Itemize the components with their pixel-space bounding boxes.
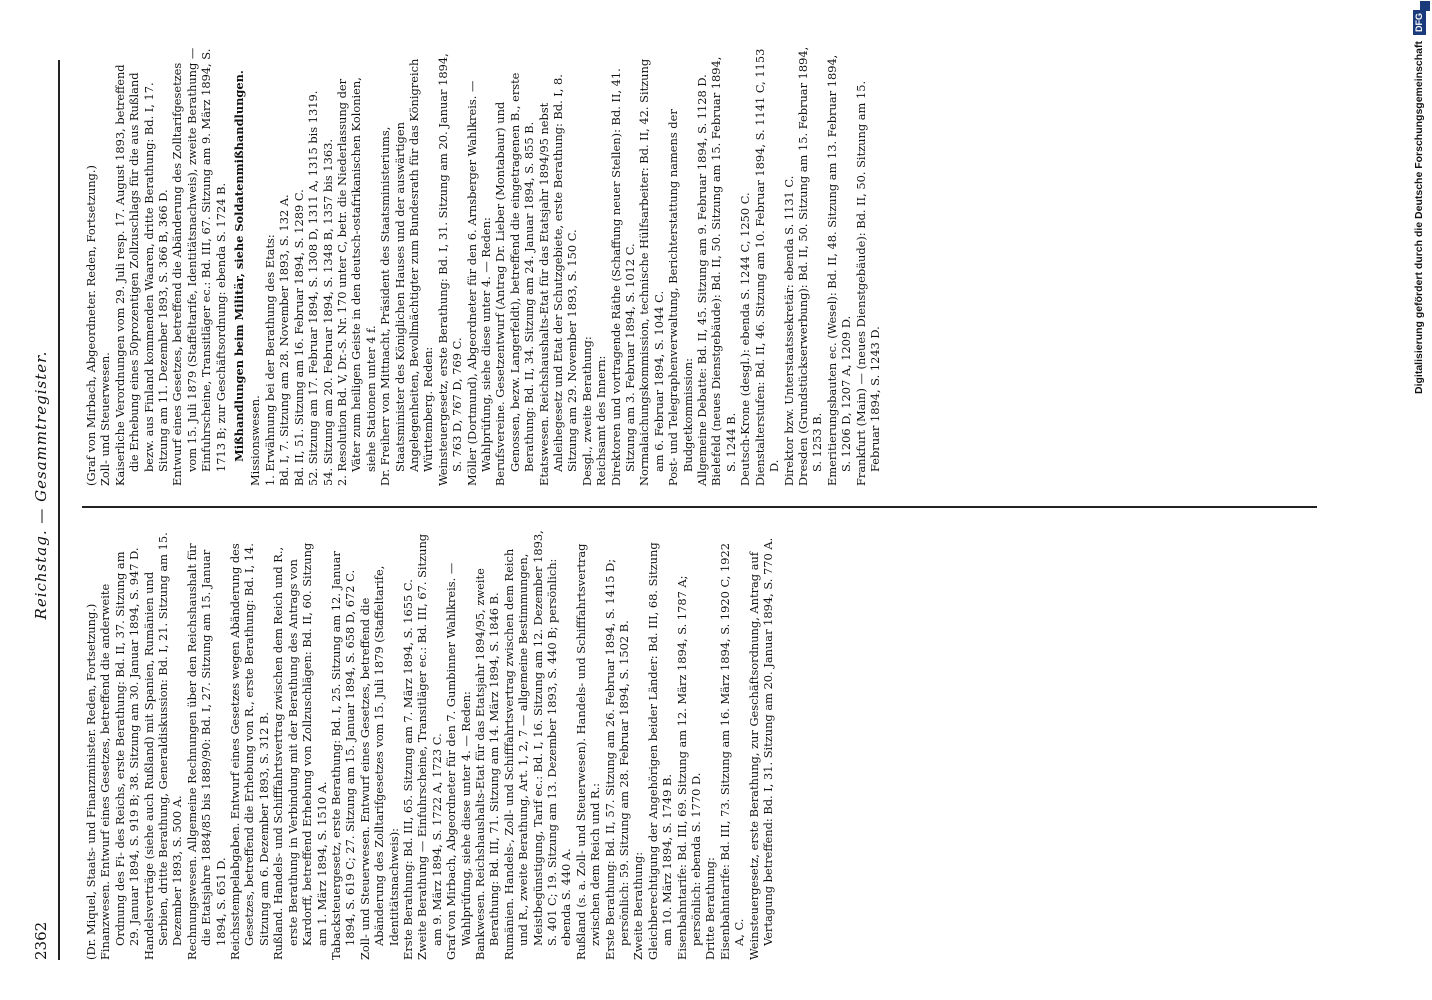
entry: (Dr. Miquel, Staats- und Finanzminister. Reden, Fortsetzung.) bbox=[84, 603, 98, 960]
entry: Finanzwesen. Entwurf eines Gesetzes, betreffend die anderweite Ordnung des Fi- des Reichs, erste Berathung: Bd. II, 37. Sitzung am 29. Januar 1894, S. 919 B; 38. Sitzung am 30. Januar 1894, S. 947 D. bbox=[98, 547, 142, 960]
section-heading: Mißhandlungen beim Militär, siehe Soldatenmißhandlungen. bbox=[232, 70, 247, 462]
entry: Bd. II, 51. Sitzung am 16. Februar 1894, S. 1289 C. bbox=[291, 189, 306, 486]
entry: Desgl., zweite Berathung: bbox=[579, 336, 594, 486]
entry: Missionswesen. bbox=[248, 395, 263, 486]
entry: Möller (Dortmund), Abgeordneter für den 6. Arnsberger Wahlkreis. — Wahlprüfung, siehe diese unter 4. — Reden: bbox=[464, 80, 493, 486]
page-number: 2362 bbox=[32, 921, 50, 960]
entry: Bankwesen. Reichshaushalts-Etat für das Etatsjahr 1894/95, zweite Berathung: Bd. III, 71. Sitzung am 14. März 1894, S. 1846 B. bbox=[472, 568, 502, 960]
entry: Rechnungswesen. Allgemeine Rechnungen über den Reichshaushalt für die Etatsjahre 1884/85 bis 1889/90: Bd. I, 27. Sitzung am 15. Januar 1894, S. 651 D. bbox=[184, 543, 228, 960]
entry: Frankfurt (Main) — (neues Dienstgebäude): Bd. II, 50. Sitzung am 15. Februar 1894, S. 1243 D. bbox=[853, 80, 882, 486]
page-title: Reichstag. — Gesammtregister. bbox=[32, 350, 50, 620]
entry: Eisenbahntarife: Bd. III, 69. Sitzung am 12. März 1894, S. 1787 A; persönlich: ebenda S. 1770 D. bbox=[674, 575, 704, 960]
entry: Rußland. Handels- und Schifffahrtsvertrag zwischen dem Reich und R., erste Berathung in Verbindung mit der Berathung des Antrags von Kardorff, betreffend Erhebung von Zollzuschlägen: Bd. II, 60. Sitzung am 1. März 1894, S. 1510 A. bbox=[271, 542, 329, 960]
right-column bbox=[84, 46, 882, 486]
entry: Kaiserliche Verordnungen vom 29. Juli resp. 17. August 1893, betreffend die Erhebung eines 50prozentigen Zollzuschlags für die aus Rußland bezw. aus Finland kommenden Waaren, dritte Berathung: Bd. I, 17. Sitzung am 11. Dezember 1893, S. 366 B, 366 D. bbox=[112, 64, 171, 486]
entry: Erste Berathung: Bd. II, 57. Sitzung am 26. Februar 1894, S. 1415 D; persönlich: 59. Sitzung am 28. Februar 1894, S. 1502 B. bbox=[602, 558, 632, 960]
entry: Rumänien. Handels-, Zoll- und Schifffahrtsvertrag zwischen dem Reich und R., zweite Berathung, Art. 1, 2, 7 — allgemeine Bestimmungen, Meistbegünstigung, Tarif ec.: Bd. I, 16. Sitzung am 12. Dezember 1893, S. 401 C; 19. Sitzung am 13. Dezember 1893, S. 440 B; persönlich: ebenda S. 440 A. bbox=[501, 530, 574, 960]
digitization-credit bbox=[1408, 10, 1430, 990]
credit-text: Digitalisierung gefördert durch die Deutsche Forschungsgemeinschaft bbox=[1413, 41, 1425, 394]
entry: 52. Sitzung am 17. Februar 1894, S. 1308 D, 1311 A, 1315 bis 1319. bbox=[306, 90, 321, 486]
entry: 54. Sitzung am 20. Februar 1894, S. 1348 B, 1357 bis 1363. bbox=[320, 139, 335, 486]
entry: Bd. I, 7. Sitzung am 28. November 1893, S. 132 A. bbox=[277, 194, 292, 486]
entry: (Graf von Mirbach, Abgeordneter. Reden, Fortsetzung.) bbox=[84, 165, 98, 486]
entry: Entwurf eines Gesetzes, betreffend die Abänderung des Zolltarifgesetzes vom 15. Juli 1879 (Staffeltarife, Identitätsnachweis), zweite Berathung — Einfuhrscheine, Transitläger ec.: Bd. III, 67. Sitzung am 9. März 1894, S. 1713 B; zur Geschäftsordnung: ebenda S. 1724 B. bbox=[170, 47, 228, 486]
entry: Bielefeld (neues Dienstgebäude): Bd. II, 50. Sitzung am 15. Februar 1894, S. 1244 B. bbox=[709, 56, 738, 486]
entry: Zweite Berathung: bbox=[631, 851, 646, 960]
entry: Dritte Berathung: bbox=[703, 857, 718, 960]
entry: Tabacksteuergesetz, erste Berathung: Bd. I, 25. Sitzung am 12. Januar 1894, S. 619 C; 27. Sitzung am 15. Januar 1894, S. 658 D, 672 C. bbox=[328, 551, 358, 960]
left-column bbox=[84, 530, 776, 960]
entry: Zweite Berathung — Einfuhrscheine, Transitläger ec.: Bd. III, 67. Sitzung am 9. März 1894, S. 1722 A, 1723 C. bbox=[415, 533, 444, 960]
entry: Direktoren und vortragende Räthe (Schaffung neuer Stellen): Bd. II, 41. Sitzung am 3. Februar 1894, S. 1012 C. bbox=[608, 68, 638, 486]
entry: Gleichberechtigung der Angehörigen beider Länder: Bd. III, 68. Sitzung am 10. März 1894, S. 1749 B. bbox=[645, 542, 675, 960]
entry: Normalaichungskommission, technische Hülfsarbeiter: Bd. II, 42. Sitzung am 6. Februar 1894, S. 1044 C. bbox=[637, 58, 666, 486]
entry: Zoll- und Steuerwesen. bbox=[98, 352, 113, 486]
entry: Graf von Mirbach, Abgeordneter für den 7. Gumbinner Wahlkreis. — Wahlprüfung, siehe diese unter 4. — Reden: bbox=[444, 562, 473, 960]
entry: Etatswesen. Reichshaushalts-Etat für das Etatsjahr 1894/95 nebst Anleihegesetz und Etat der Schutzgebiete, erste Berathung: Bd. I, 8. Sitzung am 29. November 1893, S. 150 C. bbox=[536, 74, 580, 486]
entry: Allgemeine Debatte: Bd. II, 45. Sitzung am 9. Februar 1894, S. 1128 D. bbox=[695, 74, 710, 486]
entry: Deutsch-Krone (desgl.): ebenda S. 1244 C, 1250 C. bbox=[738, 192, 753, 486]
entry: Dr. Freiherr von Mittnacht, Präsident des Staatsministeriums, Staatsminister des Königlichen Hauses und der auswärtigen Angelegenheiten, Bevollmächtigter zum Bundesrath für das Königreich Württemberg. Reden: bbox=[378, 58, 436, 486]
entry: Reichsstempelabgaben. Entwurf eines Gesetzes wegen Abänderung des Gesetzes, betreffend die Erhebung von R., erste Berathung: Bd. I, 14. Sitzung am 6. Dezember 1893, S. 312 B. bbox=[228, 543, 271, 960]
entry: Direktor bzw. Unterstaatssekretär: ebenda S. 1131 C. bbox=[781, 175, 796, 486]
entry: Post- und Telegraphenverwaltung, Berichterstattung namens der Budgetkommission: bbox=[666, 109, 695, 486]
header-rule bbox=[58, 60, 60, 960]
entry: Berufsvereine. Gesetzentwurf (Antrag Dr. Lieber (Montabaur) und Genossen, bezw. Langerfeldt), betreffend die eingetragenen B., erste Berathung: Bd. II, 34. Sitzung am 24. Januar 1894, S. 855 B. bbox=[493, 72, 537, 486]
page-header bbox=[32, 10, 60, 960]
entry: Weinsteuergesetz, erste Berathung: Bd. I, 31. Sitzung am 20. Januar 1894, S. 763 D, 767 D, 769 C. bbox=[435, 53, 465, 486]
dfg-logo: DFG bbox=[1413, 10, 1426, 35]
entry: Dresden (Grundstückserwerbung): Bd. II, 50. Sitzung am 15. Februar 1894, S. 1253 B. bbox=[795, 46, 825, 486]
entry: Zoll- und Steuerwesen. Entwurf eines Gesetzes, betreffend die Abänderung des Zolltarifgesetzes vom 15. Juli 1879 (Staffeltarife, Identitätsnachweis): bbox=[357, 565, 401, 960]
entry: Eisenbahntarife: Bd. III, 73. Sitzung am 16. März 1894, S. 1920 C, 1922 A, C. bbox=[717, 543, 747, 960]
entry: Emeritierungsbauten ec. (Wesel): Bd. II, 48. Sitzung am 13. Februar 1894, S. 1206 D, 1207 A, 1209 D. bbox=[824, 54, 854, 486]
entry: Reichsamt des Innern: bbox=[594, 355, 609, 486]
entry: Weinsteuergesetz, erste Berathung, zur Geschäftsordnung, Antrag auf Vertagung betreffend: Bd. I, 31. Sitzung am 20. Januar 1894, S. 770 A. bbox=[746, 537, 776, 960]
entry: Rußland (s. a. Zoll- und Steuerwesen). Handels- und Schifffahrtsvertrag zwischen dem Reich und R.: bbox=[573, 543, 603, 960]
entry: 1. Erwähnung bei der Berathung des Etats: bbox=[262, 234, 277, 486]
entry: Dienstalterstufen: Bd. II, 46. Sitzung am 10. Februar 1894, S. 1141 C, 1153 D. bbox=[752, 48, 782, 486]
column-divider bbox=[82, 506, 1317, 508]
entry: Erste Berathung: Bd. III, 65. Sitzung am 7. März 1894, S. 1655 C. bbox=[400, 579, 415, 960]
entry: Handelsverträge (siehe auch Rußland) mit Spanien, Rumänien und Serbien, dritte Berathung, Generaldiskussion: Bd. I, 21. Sitzung am 15. Dezember 1893, S. 500 A. bbox=[141, 532, 185, 960]
entry: 2. Resolution Bd. V, Dr.-S. Nr. 170 unter C, betr. die Niederlassung der Väter zum heiligen Geiste in den deutsch-ostafrikanischen Kolonien, siehe Stationen unter 4 f. bbox=[334, 77, 378, 486]
